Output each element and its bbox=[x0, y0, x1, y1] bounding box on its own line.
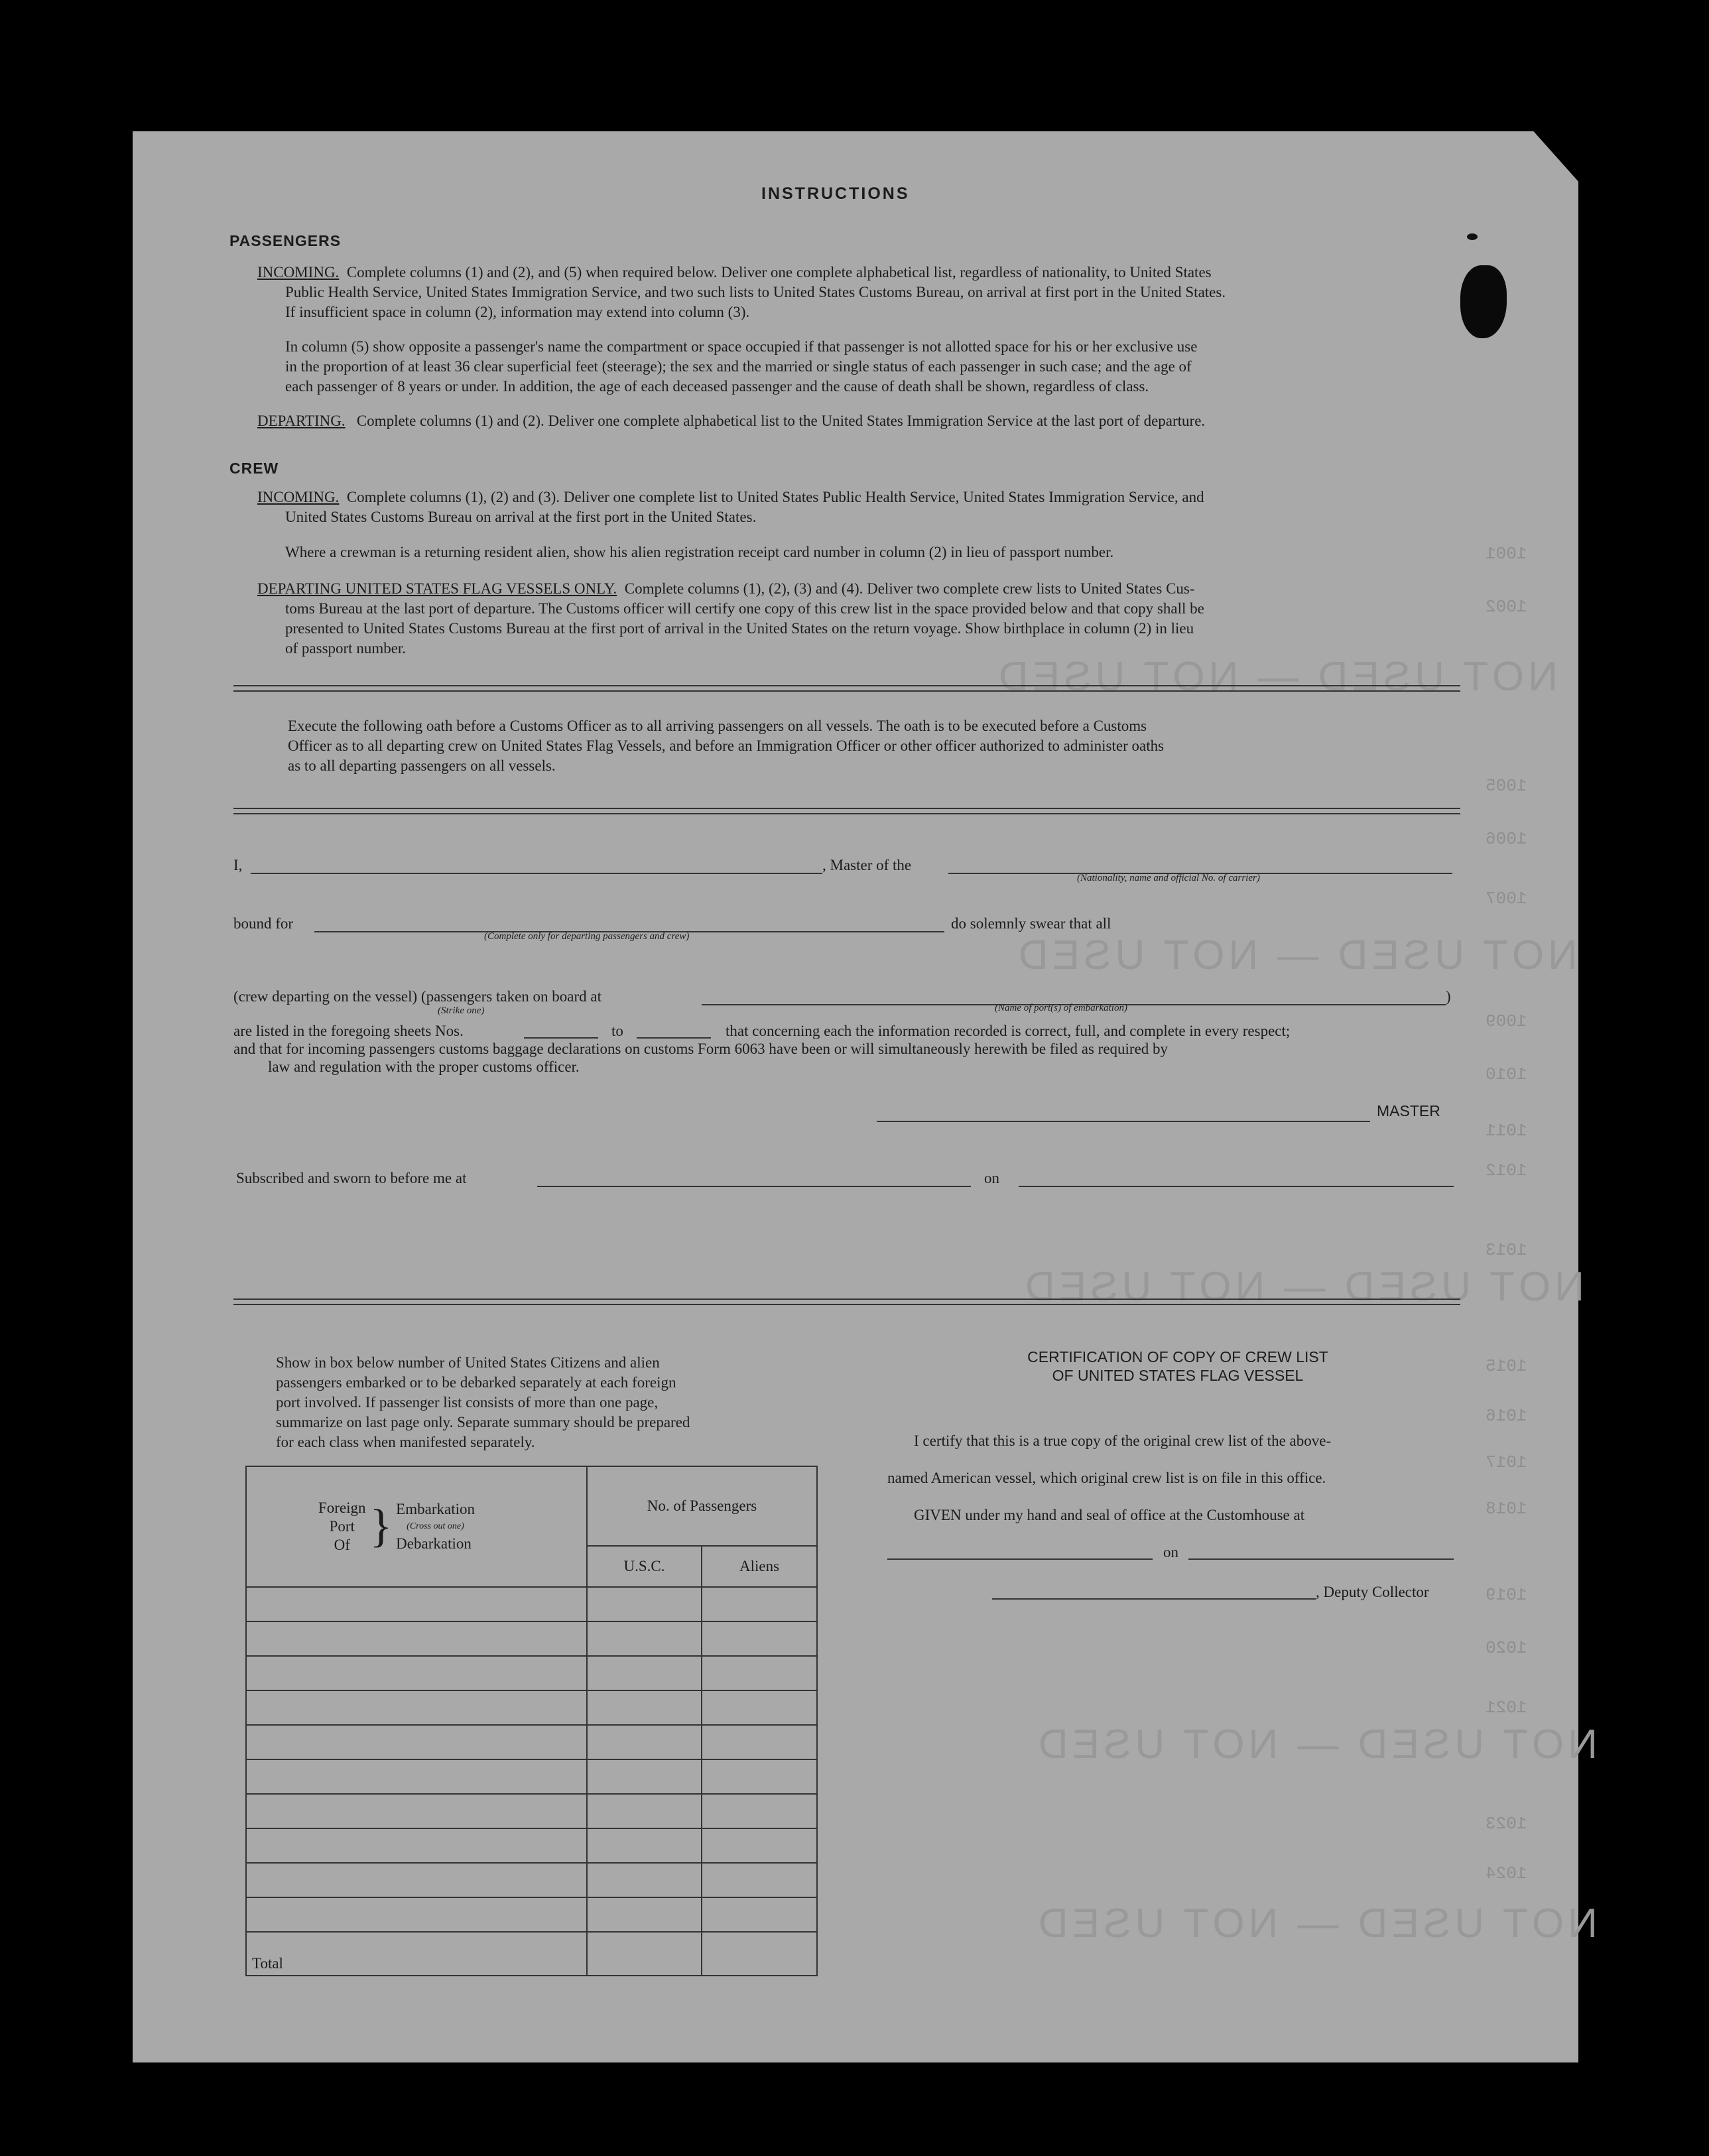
port-hint: (Name of port(s) of embarkation) bbox=[995, 1003, 1127, 1013]
usc-cell[interactable] bbox=[587, 1621, 702, 1656]
departing-text: Complete columns (1) and (2). Deliver one complete alphabetical list to the United States Immigration Service at the last port of departure. bbox=[356, 412, 1206, 429]
summary-row bbox=[246, 1759, 817, 1794]
ink-blot bbox=[1460, 265, 1507, 338]
summary-intro bbox=[276, 1353, 820, 1452]
oath-divider bbox=[233, 808, 1460, 814]
master-signature-field[interactable] bbox=[877, 1119, 1370, 1122]
no-passengers-header: No. of Passengers bbox=[587, 1466, 817, 1546]
crew-departing-label: DEPARTING UNITED STATES FLAG VESSELS ONLY. bbox=[257, 580, 617, 597]
port-cell[interactable] bbox=[246, 1897, 587, 1932]
bound-for-label: bound for bbox=[233, 915, 294, 932]
usc-header: U.S.C. bbox=[587, 1546, 702, 1587]
port-label: Port bbox=[329, 1518, 355, 1535]
crew-departing-label: (crew departing on the vessel) (passengers taken on board at bbox=[233, 988, 601, 1005]
summary-row bbox=[246, 1863, 817, 1897]
usc-cell[interactable] bbox=[587, 1587, 702, 1621]
complete-hint: (Complete only for departing passengers and crew) bbox=[484, 931, 690, 942]
ghost-row-number: 1001 bbox=[1486, 544, 1527, 564]
ghost-row-number: 1002 bbox=[1486, 597, 1527, 617]
ghost-row-number: 1005 bbox=[1486, 776, 1527, 796]
aliens-cell[interactable] bbox=[702, 1725, 817, 1759]
cross-out-hint: (Cross out one) bbox=[407, 1521, 464, 1531]
passengers-incoming bbox=[257, 263, 1451, 322]
aliens-cell[interactable] bbox=[702, 1587, 817, 1621]
crew-departing-line: Complete columns (1), (2), (3) and (4). Deliver two complete crew lists to United States Cus- bbox=[624, 580, 1195, 597]
passengers-departing bbox=[257, 411, 1458, 431]
ghost-row-number: 1018 bbox=[1486, 1499, 1527, 1519]
foreign-label: Foreign bbox=[318, 1499, 366, 1516]
port-cell[interactable] bbox=[246, 1587, 587, 1621]
summary-row bbox=[246, 1725, 817, 1759]
summary-row bbox=[246, 1690, 817, 1725]
usc-cell[interactable] bbox=[587, 1759, 702, 1794]
summary-row bbox=[246, 1587, 817, 1621]
port-cell[interactable] bbox=[246, 1621, 587, 1656]
sheet-from-field[interactable] bbox=[524, 1036, 598, 1039]
aliens-cell[interactable] bbox=[702, 1863, 817, 1897]
ghost-row-number: 1013 bbox=[1486, 1240, 1527, 1260]
ghost-row-number: 1020 bbox=[1486, 1638, 1527, 1658]
summary-row bbox=[246, 1621, 817, 1656]
listed-line: and that for incoming passengers customs baggage declarations on customs Form 6063 have been or will simultaneously herewith be filed as required by bbox=[233, 1041, 1169, 1057]
summary-line: passengers embarked or to be debarked separately at each foreign bbox=[276, 1374, 676, 1391]
crew-incoming bbox=[257, 487, 1458, 527]
cert-body-line: named American vessel, which original crew list is on file in this office. bbox=[887, 1470, 1326, 1486]
crew-heading: CREW bbox=[229, 460, 279, 477]
strike-hint: (Strike one) bbox=[438, 1005, 485, 1016]
crew-incoming-line: Complete columns (1), (2) and (3). Deliver one complete list to United States Public Health Service, United States Immigration Service, and bbox=[346, 489, 1204, 505]
cert-given: GIVEN under my hand and seal of office at the Customhouse at bbox=[914, 1507, 1305, 1523]
summary-line: Show in box below number of United States Citizens and alien bbox=[276, 1354, 660, 1371]
ghost-stamp: NOT USED — NOT USED bbox=[1035, 1722, 1598, 1767]
aliens-cell[interactable] bbox=[702, 1621, 817, 1656]
usc-cell[interactable] bbox=[587, 1863, 702, 1897]
port-cell[interactable] bbox=[246, 1863, 587, 1897]
port-cell[interactable] bbox=[246, 1656, 587, 1690]
summary-row bbox=[246, 1656, 817, 1690]
aliens-cell[interactable] bbox=[702, 1656, 817, 1690]
incoming-line: If insufficient space in column (2), information may extend into column (3). bbox=[285, 304, 750, 320]
column5-line: each passenger of 8 years or under. In addition, the age of each deceased passenger and the cause of death shall be shown, regardless of class. bbox=[285, 378, 1149, 395]
sworn-date-field[interactable] bbox=[1019, 1184, 1454, 1187]
cert-title-line: CERTIFICATION OF COPY OF CREW LIST bbox=[1027, 1348, 1328, 1365]
section-divider bbox=[233, 685, 1460, 692]
close-paren: ) bbox=[1446, 988, 1451, 1005]
port-cell[interactable] bbox=[246, 1690, 587, 1725]
deputy-collector-label: , Deputy Collector bbox=[1316, 1584, 1429, 1600]
ghost-row-number: 1017 bbox=[1486, 1452, 1527, 1472]
aliens-header: Aliens bbox=[702, 1546, 817, 1587]
aliens-cell[interactable] bbox=[702, 1690, 817, 1725]
sheet-to-field[interactable] bbox=[637, 1036, 711, 1039]
oath-intro-line: Officer as to all departing crew on United States Flag Vessels, and before an Immigration Officer or other officer authorized to administer oaths bbox=[288, 737, 1165, 754]
port-cell[interactable] bbox=[246, 1759, 587, 1794]
crew-departing bbox=[257, 579, 1459, 659]
master-name-field[interactable] bbox=[251, 871, 822, 874]
ghost-stamp: NOT USED — NOT USED bbox=[1021, 1264, 1584, 1310]
usc-cell[interactable] bbox=[587, 1656, 702, 1690]
crew-incoming-line: United States Customs Bureau on arrival at the first port in the United States. bbox=[285, 509, 757, 525]
passengers-heading: PASSENGERS bbox=[229, 232, 342, 249]
ghost-row-number: 1024 bbox=[1486, 1864, 1527, 1883]
aliens-cell[interactable] bbox=[702, 1897, 817, 1932]
summary-row bbox=[246, 1828, 817, 1863]
certification-title bbox=[979, 1348, 1377, 1385]
total-usc-cell[interactable] bbox=[587, 1932, 702, 1976]
usc-cell[interactable] bbox=[587, 1794, 702, 1828]
ghost-row-number: 1009 bbox=[1486, 1011, 1527, 1031]
ghost-row-number: 1016 bbox=[1486, 1406, 1527, 1426]
cert-body-line: I certify that this is a true copy of the original crew list of the above- bbox=[914, 1432, 1332, 1449]
on-word: on bbox=[984, 1170, 999, 1186]
crew-incoming-label: INCOMING. bbox=[257, 489, 340, 505]
incoming-line: Complete columns (1) and (2), and (5) when required below. Deliver one complete alphabetical list, regardless of nationality, to United States bbox=[346, 264, 1212, 281]
oath-intro bbox=[288, 716, 1455, 776]
sworn-place-field[interactable] bbox=[537, 1184, 971, 1187]
ghost-stamp: NOT USED — NOT USED bbox=[995, 654, 1558, 700]
usc-cell[interactable] bbox=[587, 1828, 702, 1863]
port-header: Foreign Port Of } Embarkation (Cross out one) Debarkation bbox=[246, 1466, 587, 1587]
master-label: MASTER bbox=[1377, 1102, 1440, 1119]
summary-line: port involved. If passenger list consists of more than one page, bbox=[276, 1394, 659, 1411]
to-word: to bbox=[611, 1023, 623, 1039]
aliens-cell[interactable] bbox=[702, 1828, 817, 1863]
crew-departing-line: presented to United States Customs Bureau at the first port of arrival in the United States on the return voyage. Show birthplace in column (2) in lieu bbox=[285, 620, 1194, 637]
ghost-row-number: 1007 bbox=[1486, 889, 1527, 909]
of-label: Of bbox=[334, 1537, 350, 1553]
nationality-hint: (Nationality, name and official No. of carrier) bbox=[1077, 873, 1260, 883]
column5-line: in the proportion of at least 36 clear superficial feet (steerage); the sex and the married or single status of each passenger in such case; and the age of bbox=[285, 358, 1192, 375]
ghost-row-number: 1010 bbox=[1486, 1064, 1527, 1084]
crew-departing-line: of passport number. bbox=[285, 640, 407, 657]
aliens-cell[interactable] bbox=[702, 1794, 817, 1828]
debarkation-label: Debarkation bbox=[396, 1535, 472, 1552]
column5-line: In column (5) show opposite a passenger's name the compartment or space occupied if that passenger is not allotted space for his or her exclusive use bbox=[285, 338, 1198, 355]
total-label: Total bbox=[246, 1932, 587, 1976]
port-cell[interactable] bbox=[246, 1725, 587, 1759]
port-cell[interactable] bbox=[246, 1828, 587, 1863]
incoming-label: INCOMING. bbox=[257, 264, 340, 281]
summary-line: for each class when manifested separately. bbox=[276, 1434, 535, 1450]
cert-title-line: OF UNITED STATES FLAG VESSEL bbox=[1052, 1367, 1304, 1384]
ghost-row-number: 1015 bbox=[1486, 1356, 1527, 1376]
embarkation-label: Embarkation bbox=[396, 1501, 475, 1517]
listed-line: law and regulation with the proper customs officer. bbox=[268, 1058, 580, 1075]
cert-date-field[interactable] bbox=[1188, 1557, 1454, 1560]
listed-suffix: that concerning each the information recorded is correct, full, and complete in every respect; bbox=[726, 1023, 1291, 1039]
ghost-row-number: 1011 bbox=[1486, 1121, 1527, 1141]
oath-intro-line: Execute the following oath before a Customs Officer as to all arriving passengers on all vessels. The oath is to be executed before a Customs bbox=[288, 718, 1147, 734]
master-of-label: , Master of the bbox=[822, 857, 912, 873]
i-label: I, bbox=[233, 857, 243, 873]
deputy-signature-field[interactable] bbox=[992, 1597, 1316, 1600]
customhouse-field[interactable] bbox=[887, 1557, 1153, 1560]
swear-text: do solemnly swear that all bbox=[951, 915, 1111, 932]
ink-mark bbox=[1467, 233, 1478, 240]
ghost-row-number: 1019 bbox=[1486, 1585, 1527, 1605]
cert-on-word: on bbox=[1163, 1544, 1178, 1560]
ghost-row-number: 1023 bbox=[1486, 1814, 1527, 1834]
port-cell[interactable] bbox=[246, 1794, 587, 1828]
subscribed-label: Subscribed and sworn to before me at bbox=[236, 1170, 467, 1186]
page-title: INSTRUCTIONS bbox=[761, 184, 910, 203]
ghost-stamp: NOT USED — NOT USED bbox=[1035, 1901, 1598, 1946]
incoming-line: Public Health Service, United States Immigration Service, and two such lists to United States Customs Bureau, on arrival at first port in the United States. bbox=[285, 284, 1226, 300]
summary-divider bbox=[233, 1299, 1460, 1305]
oath-intro-line: as to all departing passengers on all vessels. bbox=[288, 757, 556, 774]
ghost-stamp: NOT USED — NOT USED bbox=[1015, 932, 1578, 978]
crew-departing-line: toms Bureau at the last port of departure. The Customs officer will certify one copy of this crew list in the space provided below and that copy shall be bbox=[285, 600, 1204, 617]
summary-line: summarize on last page only. Separate summary should be prepared bbox=[276, 1414, 690, 1430]
usc-cell[interactable] bbox=[587, 1725, 702, 1759]
aliens-cell[interactable] bbox=[702, 1759, 817, 1794]
crew-resident-alien: Where a crewman is a returning resident alien, show his alien registration receipt card number in column (2) in lieu of passport number. bbox=[285, 544, 1114, 560]
ghost-row-number: 1006 bbox=[1486, 829, 1527, 849]
summary-row bbox=[246, 1794, 817, 1828]
column5-instructions bbox=[285, 337, 1452, 397]
listed-prefix: are listed in the foregoing sheets Nos. bbox=[233, 1023, 464, 1039]
ghost-row-number: 1021 bbox=[1486, 1698, 1527, 1718]
usc-cell[interactable] bbox=[587, 1897, 702, 1932]
ghost-row-number: 1012 bbox=[1486, 1161, 1527, 1180]
departing-label: DEPARTING. bbox=[257, 412, 346, 429]
total-aliens-cell[interactable] bbox=[702, 1932, 817, 1976]
usc-cell[interactable] bbox=[587, 1690, 702, 1725]
passenger-summary-table bbox=[245, 1466, 818, 1976]
summary-row bbox=[246, 1897, 817, 1932]
